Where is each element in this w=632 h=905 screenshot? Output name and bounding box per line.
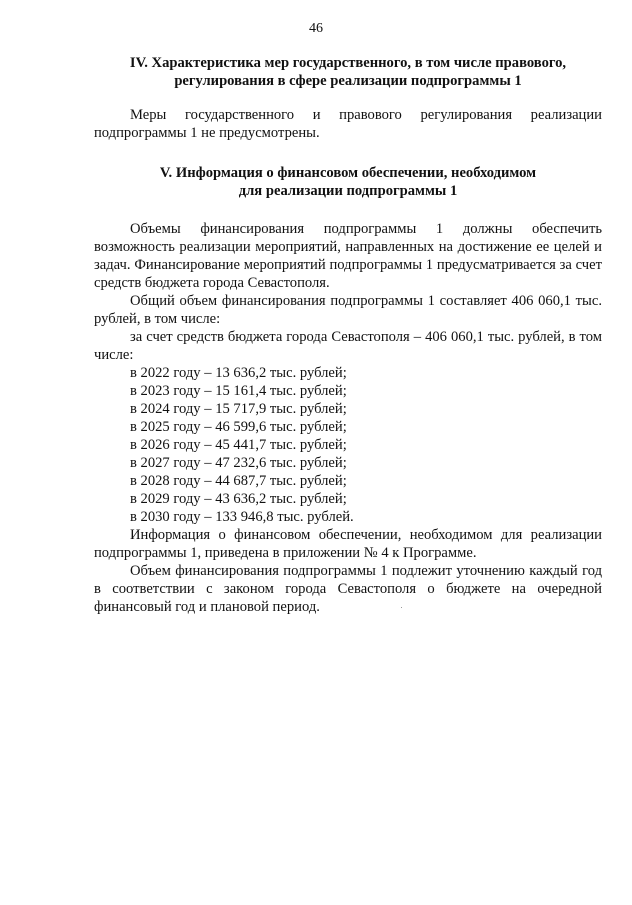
section-4-heading bbox=[94, 54, 602, 90]
list-item: в 2027 году – 47 232,6 тыс. рублей; bbox=[130, 455, 347, 471]
section-4-heading-line1: IV. Характеристика мер государственного, в том числе правового, bbox=[129, 55, 567, 71]
section-5-paragraph-5: Объем финансирования подпрограммы 1 подлежит уточнению каждый год в соответствии с законом города Севастополя о бюджете на очередной финансовый год и плановой период. bbox=[94, 563, 602, 615]
section-5-heading-line1: V. Информация о финансовом обеспечении, необходимом bbox=[159, 165, 537, 181]
section-5-paragraph-4: Информация о финансовом обеспечении, необходимом для реализации подпрограммы 1, приведена в приложении № 4 к Программе. bbox=[94, 527, 602, 561]
section-5-paragraph-1: Объемы финансирования подпрограммы 1 должны обеспечить возможность реализации мероприятий, направленных на достижение ее целей и задач. Финансирование мероприятий подпрограммы 1 предусматривается за счет средств бюджета города Севастополя. bbox=[94, 221, 602, 291]
section-4-heading-line2: регулирования в сфере реализации подпрограммы 1 bbox=[174, 73, 522, 89]
scan-speck bbox=[401, 607, 402, 608]
list-item: в 2029 году – 43 636,2 тыс. рублей; bbox=[130, 491, 347, 507]
document-content bbox=[94, 54, 602, 616]
list-item: в 2025 году – 46 599,6 тыс. рублей; bbox=[130, 419, 347, 435]
list-item: в 2022 году – 13 636,2 тыс. рублей; bbox=[130, 365, 347, 381]
list-item: в 2024 году – 15 717,9 тыс. рублей; bbox=[130, 401, 347, 417]
section-5-heading-line2: для реализации подпрограммы 1 bbox=[238, 183, 458, 199]
section-5-heading bbox=[94, 164, 602, 200]
section-5-paragraph-3: за счет средств бюджета города Севастополя – 406 060,1 тыс. рублей, в том числе: bbox=[94, 329, 602, 363]
section-4-paragraph: Меры государственного и правового регулирования реализации подпрограммы 1 не предусмотрены. bbox=[94, 107, 602, 141]
list-item: в 2028 году – 44 687,7 тыс. рублей; bbox=[130, 473, 347, 489]
yearly-funding-list bbox=[94, 364, 602, 526]
section-5-paragraph-2: Общий объем финансирования подпрограммы 1 составляет 406 060,1 тыс. рублей, в том числе: bbox=[94, 293, 602, 327]
list-item: в 2026 году – 45 441,7 тыс. рублей; bbox=[130, 437, 347, 453]
list-item: в 2030 году – 133 946,8 тыс. рублей. bbox=[130, 509, 354, 525]
page-number: 46 bbox=[309, 21, 323, 36]
list-item: в 2023 году – 15 161,4 тыс. рублей; bbox=[130, 383, 347, 399]
